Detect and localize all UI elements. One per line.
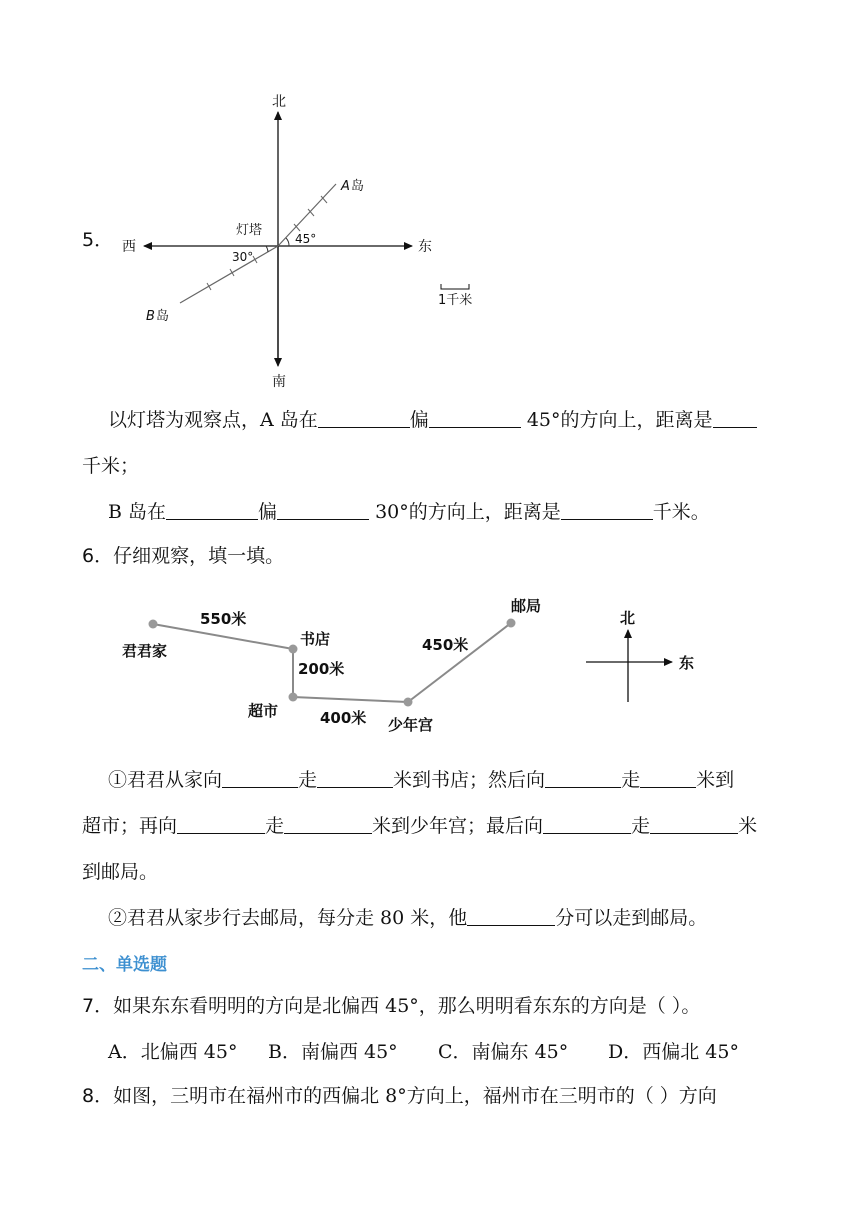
q5-line-2: 千米； — [82, 455, 140, 477]
answer-blank[interactable] — [284, 813, 372, 834]
label-island-b: 岛 — [156, 309, 170, 324]
q5-text: 偏 — [258, 501, 278, 523]
label-bookstore: 书店 — [300, 630, 331, 648]
label-lighthouse: 灯塔 — [236, 223, 263, 238]
q7-option-b[interactable]: B．南偏西 45° — [268, 1041, 398, 1063]
q7-option-a[interactable]: A．北偏西 45° — [108, 1041, 238, 1063]
q5-text: B 岛在 — [108, 501, 167, 523]
q6-text: 君君从家向 — [127, 769, 223, 791]
q6-part2-line — [108, 904, 707, 932]
q6-text: 米到少年宫；最后向 — [372, 815, 544, 837]
label-island-a-letter: A — [341, 179, 350, 194]
answer-blank[interactable] — [166, 499, 258, 520]
label-angle-45: 45° — [295, 232, 317, 246]
answer-blank[interactable] — [177, 813, 265, 834]
q6-text: 超市；再向 — [82, 815, 178, 837]
q8-text: 如图，三明市在福州市的西偏北 8°方向上，福州市在三明市的（ ）方向 — [113, 1085, 717, 1107]
label-home: 君君家 — [122, 642, 168, 660]
label-distance-400: 400米 — [320, 709, 367, 727]
q6-text: 米到书店；然后向 — [393, 769, 546, 791]
answer-blank[interactable] — [429, 407, 521, 428]
answer-blank[interactable] — [650, 813, 738, 834]
q5-text: 偏 — [409, 409, 429, 431]
q6-mark: ② — [108, 907, 128, 929]
palace-point — [404, 698, 413, 707]
q5-text: 千米。 — [652, 501, 710, 523]
question-number-6: 6． — [82, 545, 114, 567]
q7-text: 如果东东看明明的方向是北偏西 45°，那么明明看东东的方向是（ ）。 — [113, 995, 701, 1017]
scale-bar — [441, 284, 469, 289]
q6-text: 走 — [631, 815, 651, 837]
label-post: 邮局 — [511, 597, 542, 615]
label-east: 东 — [418, 239, 432, 255]
post-point — [507, 619, 516, 628]
label-distance-550: 550米 — [200, 610, 247, 628]
question-number-7: 7． — [82, 995, 114, 1017]
q6-part1-line2 — [82, 812, 757, 840]
island-b-ray — [180, 246, 278, 303]
answer-blank[interactable] — [317, 767, 393, 788]
q6-text: 走 — [621, 769, 641, 791]
q6-text: 分可以走到邮局。 — [555, 907, 708, 929]
label-south: 南 — [272, 374, 286, 390]
answer-blank[interactable] — [467, 905, 555, 926]
question-number-5: 5． — [82, 229, 114, 251]
q5-line-1 — [108, 406, 757, 434]
q6-text: 米到 — [696, 769, 735, 791]
q6-text: 君君从家步行去邮局，每分走 80 米，他 — [127, 907, 468, 929]
q7-option-c[interactable]: C．南偏东 45° — [438, 1041, 569, 1063]
section-heading: 二、单选题 — [82, 955, 167, 975]
q6-text: 走 — [298, 769, 318, 791]
label-palace: 少年宫 — [388, 716, 434, 734]
q5-text: 30°的方向上，距离是 — [369, 501, 561, 523]
label-north: 北 — [272, 94, 286, 110]
answer-blank[interactable] — [640, 767, 696, 788]
supermarket-point — [289, 693, 298, 702]
answer-blank[interactable] — [222, 767, 298, 788]
q5-text: 45°的方向上，距离是 — [520, 409, 713, 431]
label-island-b-letter: B — [146, 309, 155, 324]
answer-blank[interactable] — [543, 813, 631, 834]
q7-stem — [82, 992, 700, 1020]
q6-text: 米 — [738, 815, 758, 837]
q6-text: 走 — [265, 815, 285, 837]
bookstore-point — [289, 645, 298, 654]
q6-title: 仔细观察，填一填。 — [113, 545, 285, 567]
q8-stem — [82, 1082, 717, 1110]
question-number-8: 8． — [82, 1085, 114, 1107]
compass-north-label: 北 — [620, 609, 636, 627]
answer-blank[interactable] — [277, 499, 369, 520]
q6-title-line — [82, 542, 284, 570]
label-distance-450: 450米 — [422, 636, 469, 654]
label-scale: 1千米 — [438, 293, 473, 308]
label-island-a: 岛 — [351, 179, 365, 194]
label-supermarket: 超市 — [248, 702, 279, 720]
label-west: 西 — [122, 239, 136, 255]
home-point — [149, 620, 158, 629]
answer-blank[interactable] — [545, 767, 621, 788]
q6-part1-line3: 到邮局。 — [82, 861, 159, 883]
answer-blank[interactable] — [318, 407, 410, 428]
q5-line-3 — [108, 498, 710, 526]
q7-option-d[interactable]: D．西偏北 45° — [608, 1041, 739, 1063]
label-distance-200: 200米 — [298, 660, 345, 678]
answer-blank[interactable] — [561, 499, 653, 520]
compass-east-label: 东 — [679, 654, 695, 672]
q6-part1-line1 — [108, 766, 734, 794]
q5-text: 以灯塔为观察点，A 岛在 — [108, 409, 318, 431]
lighthouse-direction-diagram — [0, 0, 860, 400]
q6-mark: ① — [108, 769, 128, 791]
label-angle-30: 30° — [232, 250, 254, 264]
route-map — [0, 580, 860, 750]
answer-blank[interactable] — [713, 407, 757, 428]
